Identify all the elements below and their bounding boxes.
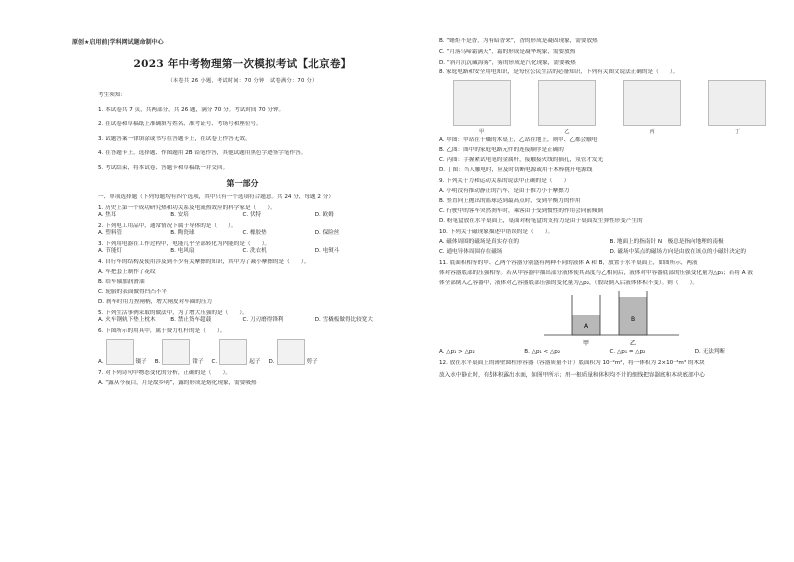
electric-shock-figure <box>453 80 511 126</box>
option: B. 地面上的指南针 N 极总是指向地理的南极 <box>609 239 724 245</box>
option: A. 磁体周围的磁场是真实存在的 <box>439 239 520 245</box>
q6-stem: 6. 下图所示的用具中，属于费力杠杆的是（ ）。 <box>98 327 226 334</box>
option: B. 禁止货车超载 <box>170 316 212 323</box>
option: D. 电熨斗 <box>314 247 340 254</box>
tool-label: 剪子 <box>306 358 318 365</box>
figure-label: 丙 <box>649 129 655 135</box>
q4-stem: 4. 自行车的结构及使用涉及到不少有关摩擦的知识，其中为了减小摩擦的是（ ）。 <box>98 258 310 265</box>
notice-item: 1. 本试卷共 7 页，共两部分，共 26 题，满分 70 分。考试时间 70 分钟。 <box>98 106 285 113</box>
option: B. “蜡炬不是香，为有暗香来”，香的形成是凝固现象，需要放热 <box>439 38 598 44</box>
part1-instruction: 一、单项选择题（下列每题均有四个选项，其中只有一个选项符合题意。共 24 分，每题 2 分） <box>98 193 334 200</box>
option-letter: C. <box>211 358 218 365</box>
q6-tool-figures <box>98 337 387 365</box>
option-letter: A. <box>98 358 104 365</box>
q12-text-a: 放入水中静止时，有 <box>439 372 490 379</box>
option: B. 竖直向上抛出的篮球达到最高点时，受到平衡力的作用 <box>439 198 581 204</box>
fraction-denominator: 5 <box>489 374 493 379</box>
tool-label: 钳子 <box>192 358 204 365</box>
liquid-a-label: A <box>583 323 589 330</box>
q8-stem: 8. 家庭电路和安全用电知识，是每位公民生活的必备知识，下列有关图文说法正确的是（ ）。 <box>439 69 679 75</box>
q11-text: 体全部倒入乙容器中，液体对乙容器底部压强的变化量为△p₂，（假设倒入后液体体积不变）。则（ ）。 <box>439 280 699 286</box>
tweezers-image <box>106 339 134 365</box>
q3-stem: 3. 下列用电器在工作过程中，电能几乎全部转化为内能的是（ ）。 <box>98 240 271 247</box>
q12-text: 12. 放在水平桌面上的薄壁圆柱形容器（容器质量不计）底面积为 10⁻²m²，将一体积为 2×10⁻⁴m³ 的木块 <box>439 360 705 366</box>
exam-subtitle: （本卷共 26 小题，考试时间：70 分钟 试卷满分：70 分） <box>167 78 318 84</box>
q1-stem: 1. 历史上第一个成功研究热和功关系及电流热效应的科学家是（ ）。 <box>98 204 276 211</box>
part1-heading: 第一部分 <box>226 178 259 188</box>
option: D. 雪橇板做得比较宽大 <box>314 316 373 323</box>
option-letter: D. <box>268 358 275 365</box>
option: D. 刹车时用力捏闸柄，增大闸皮对车圈的压力 <box>98 298 213 305</box>
q10-options-row2 <box>439 249 780 256</box>
fraction-numerator: 1 <box>489 371 493 375</box>
option: C. △p₁ = △p₂ <box>609 349 646 355</box>
option: C. 洗衣机 <box>242 247 267 254</box>
option: A. 节能灯 <box>98 247 123 254</box>
rescue-figure <box>708 80 766 126</box>
option-letter: B. <box>154 358 161 365</box>
option: D. 无法判断 <box>694 349 725 355</box>
option: C. 通电导体周围存在磁场 <box>439 249 503 255</box>
header-watermark: 原创★启用前|学科网试题命制中心 <box>72 39 164 46</box>
option: D. 粉笔盒放在水平桌面上，桌面对粉笔盒的支持力是由于桌面发生弹性形变产生的 <box>439 218 643 224</box>
option: A. △p₁ > △p₂ <box>439 349 475 355</box>
option: C. 轮胎的表面做得凹凸不平 <box>98 288 167 295</box>
option: A. 小明没有推动静止的汽车，是由于推力小于摩擦力 <box>439 188 570 194</box>
tool-label: 起子 <box>249 358 261 365</box>
pliers-image <box>162 339 190 365</box>
q12-text-line2 <box>439 371 780 380</box>
option: A. 甲图：甲站在干燥的木桌上，乙站在地上，则甲、乙都会触电 <box>439 137 598 143</box>
notice-item: 4. 在答题卡上，选择题、作图题用 2B 铅笔作答，其他试题用黑色字迹签字笔作答。 <box>98 150 307 156</box>
option: A. 火车钢轨下垫上枕木 <box>98 316 156 323</box>
right-page <box>397 0 794 562</box>
notice-item: 5. 考试结束，将本试卷、答题卡和草稿纸一并交回。 <box>98 164 229 171</box>
bottle-opener-image <box>219 339 247 365</box>
container-label-yi: 乙 <box>629 340 637 347</box>
option: D. 欧姆 <box>314 211 334 218</box>
q5-options <box>98 317 387 324</box>
option: C. 行驶中的客车突然刹车时，乘客由于受到惯性的作用会向前倾倒 <box>439 208 604 214</box>
liquid-b-label: B <box>630 316 636 323</box>
option: A. 焦耳 <box>98 211 117 218</box>
q5-stem: 5. 下列生活事例采取的做法中，为了增大压强的是（ ）。 <box>98 309 248 316</box>
tool-label: 镊子 <box>135 358 147 365</box>
option: C. 丙图：手握紧试电笔的金属杆，接触接火线的插孔，氖管才发光 <box>439 157 604 163</box>
q2-stem: 2. 下列电工用品中，通常情况下属于导体的是（ ）。 <box>98 222 237 229</box>
q8-figures <box>439 79 780 135</box>
q11-text: 体对容器底部的压强相等。若从甲容器中抽出部分液体使其高度与乙相同后，液体对甲容器底部的压强变化量为△p₁；若将 A 液 <box>439 270 753 276</box>
option: A. “露从今夜白，月是故乡明”，露的形成是熔化现象，需要吸热 <box>98 379 257 386</box>
option: C. “月落乌啼霜满天”，霜的形成是凝华现象，需要放热 <box>439 49 576 55</box>
figure-label: 丁 <box>734 129 740 135</box>
notice-item: 3. 试题答案一律填涂或书写在答题卡上，在试卷上作答无效。 <box>98 135 251 142</box>
option: D. 保险丝 <box>314 229 340 236</box>
q2-options <box>98 230 387 237</box>
option: C. 刀刃磨得锋利 <box>242 316 284 323</box>
notice-heading: 考生须知： <box>98 92 126 98</box>
option: D. “斜月沉沉藏海雾”，雾的形成是汽化现象，需要吸热 <box>439 60 576 66</box>
q1-options <box>98 212 387 219</box>
option: A. 塑料管 <box>98 229 123 236</box>
q11-options <box>439 349 780 356</box>
option: C. 橡胶垫 <box>242 229 267 236</box>
option: B. 乙图：图中的家庭电路元件的连接顺序是正确的 <box>439 147 564 153</box>
option: B. 陶瓷球 <box>170 229 195 236</box>
q3-options <box>98 248 387 255</box>
q9-stem: 9. 下列关于力和运动关系的说法中正确的是（ ） <box>439 178 570 184</box>
figure-label: 甲 <box>479 129 485 135</box>
scissors-image <box>277 339 305 365</box>
q10-stem: 10. 下列关于磁现象描述中错误的是（ ）。 <box>439 229 554 235</box>
q11-containers-figure <box>439 287 779 349</box>
exam-title: 2023 年中考物理第一次模拟考试【北京卷】 <box>133 58 352 70</box>
option: C. 伏特 <box>242 211 262 218</box>
option: A. 车把套上制作了花纹 <box>98 268 156 275</box>
option: B. 安培 <box>170 211 189 218</box>
test-pencil-figure <box>623 80 681 126</box>
option: B. 电风扇 <box>170 247 195 254</box>
option: B. △p₁ < △p₂ <box>524 349 561 355</box>
q7-stem: 7. 对下列诗句中物态变化的分析，正确的是（ ）。 <box>98 369 231 376</box>
option: D. 磁场中某点的磁场方向是由放在该点的小磁针决定的 <box>609 249 747 255</box>
figure-label: 乙 <box>564 129 570 135</box>
household-circuit-figure <box>538 80 596 126</box>
notice-item: 2. 在试卷和草稿纸上准确填写姓名、准考证号、考场号和座位号。 <box>98 121 262 127</box>
option: D. 丁图：当人触电时，应及时切断电源或用干木棒挑开电源线 <box>439 167 593 173</box>
q12-text-b: 体积露出水面，如图甲所示；用一根质量和体积均不计的细线把容器底和木块底部中心 <box>492 372 705 379</box>
container-label-jia: 甲 <box>582 340 590 347</box>
option: B. 给车轴加润滑油 <box>98 278 145 285</box>
q10-options-row1 <box>439 239 780 246</box>
q11-text: 11. 底面积相等的甲、乙两个容器分别盛有两种不同的液体 A 和 B，放置于水平桌面上，如图所示，两液 <box>439 260 698 266</box>
